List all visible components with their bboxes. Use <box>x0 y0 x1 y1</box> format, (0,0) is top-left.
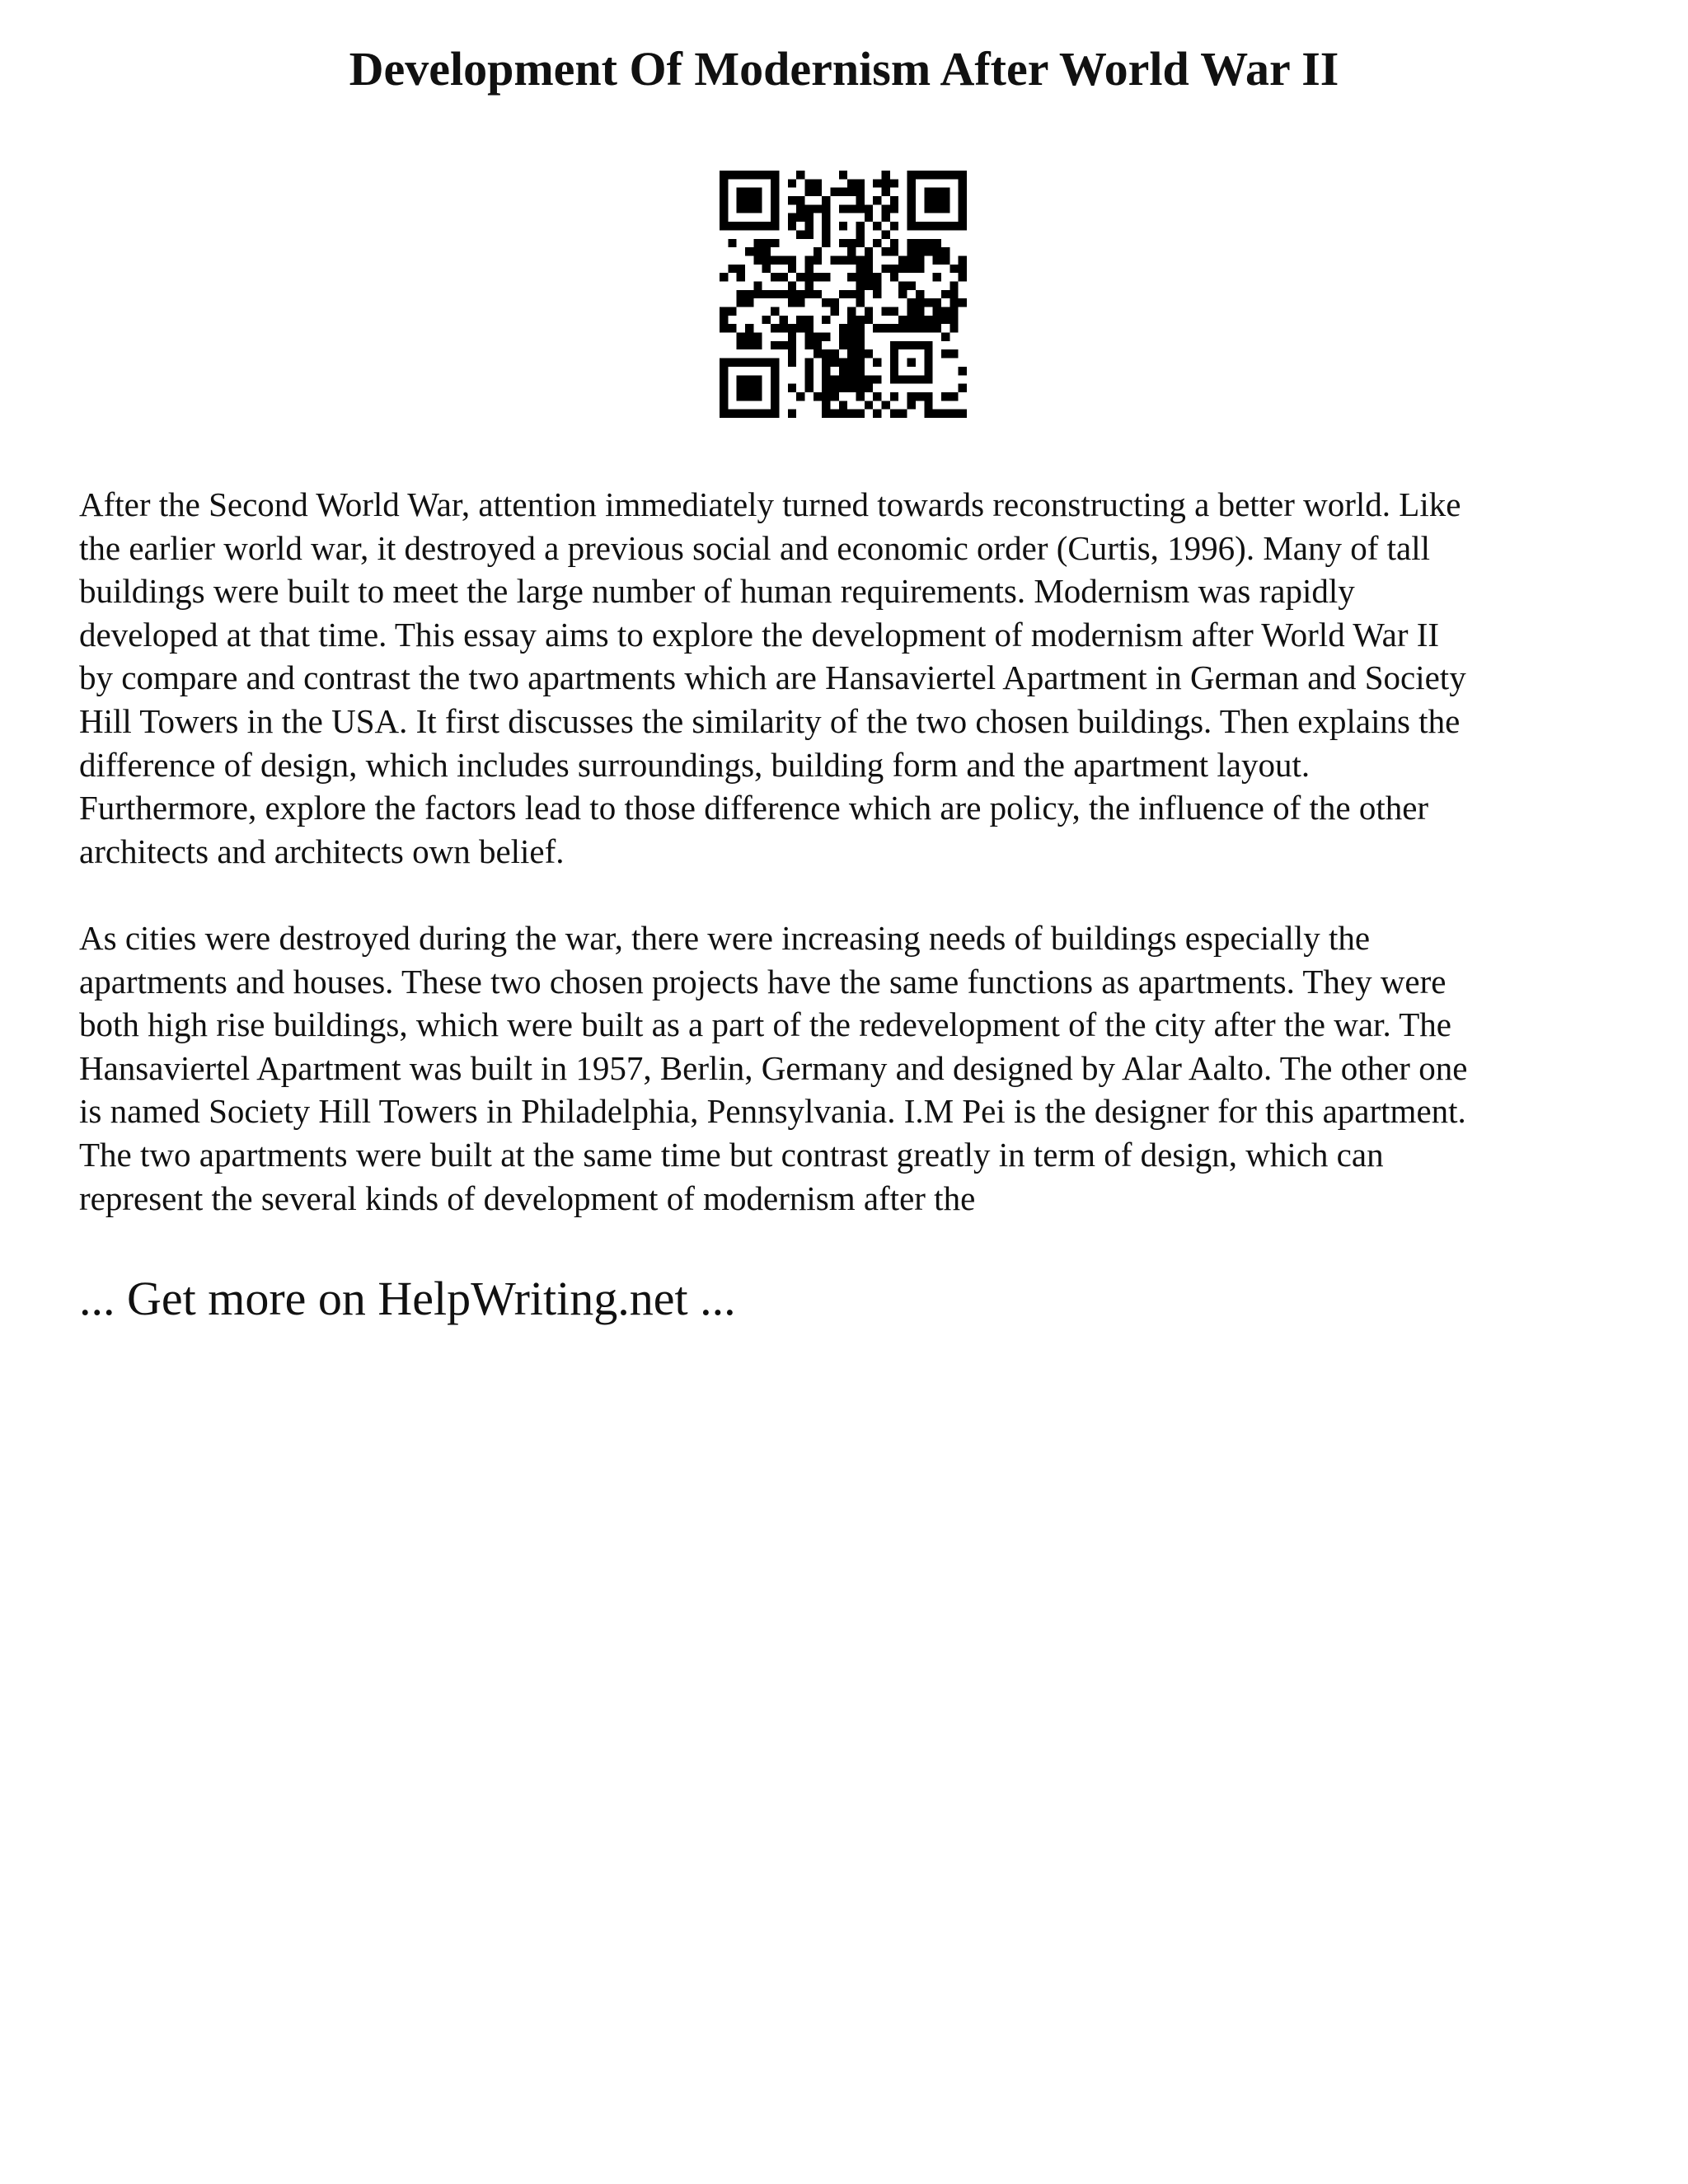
paragraph-line: by compare and contrast the two apartments which are Hansaviertel Apartment in German and Society <box>79 658 1466 697</box>
qr-code-icon[interactable] <box>720 171 967 418</box>
paragraph-line: difference of design, which includes surroundings, building form and the apartment layout. <box>79 745 1311 784</box>
paragraph-line: Hill Towers in the USA. It first discusses the similarity of the two chosen buildings. Then explains the <box>79 701 1461 740</box>
document-title: Development Of Modernism After World War II <box>349 42 1339 96</box>
paragraph-line: buildings were built to meet the large number of human requirements. Modernism was rapidly <box>79 572 1355 611</box>
paragraph-line: represent the several kinds of development of modernism after the <box>79 1179 976 1217</box>
paragraph-line: developed at that time. This essay aims to explore the development of modernism after World War II <box>79 615 1440 654</box>
paragraph-line: After the Second World War, attention immediately turned towards reconstructing a better world. Like <box>79 485 1461 523</box>
paragraph-line: Furthermore, explore the factors lead to those difference which are policy, the influence of the other <box>79 789 1429 827</box>
get-more-link[interactable]: ... Get more on HelpWriting.net ... <box>79 1272 736 1325</box>
paragraph-line: apartments and houses. These two chosen projects have the same functions as apartments. They were <box>79 962 1447 1001</box>
paragraph-line: architects and architects own belief. <box>79 832 565 870</box>
paragraph-line: is named Society Hill Towers in Philadelphia, Pennsylvania. I.M Pei is the designer for this apartment. <box>79 1092 1466 1131</box>
paragraph-line: The two apartments were built at the same time but contrast greatly in term of design, which can <box>79 1135 1384 1174</box>
paragraph-line: As cities were destroyed during the war, there were increasing needs of buildings especially the <box>79 919 1371 957</box>
paragraph-line: Hansaviertel Apartment was built in 1957, Berlin, Germany and designed by Alar Aalto. The other one <box>79 1048 1468 1087</box>
paragraph-line: both high rise buildings, which were built as a part of the redevelopment of the city after the war. The <box>79 1005 1451 1044</box>
paragraph-line: the earlier world war, it destroyed a previous social and economic order (Curtis, 1996). Many of tall <box>79 528 1430 567</box>
paragraph-1 <box>79 483 1620 873</box>
paragraph-2 <box>79 916 1620 1220</box>
